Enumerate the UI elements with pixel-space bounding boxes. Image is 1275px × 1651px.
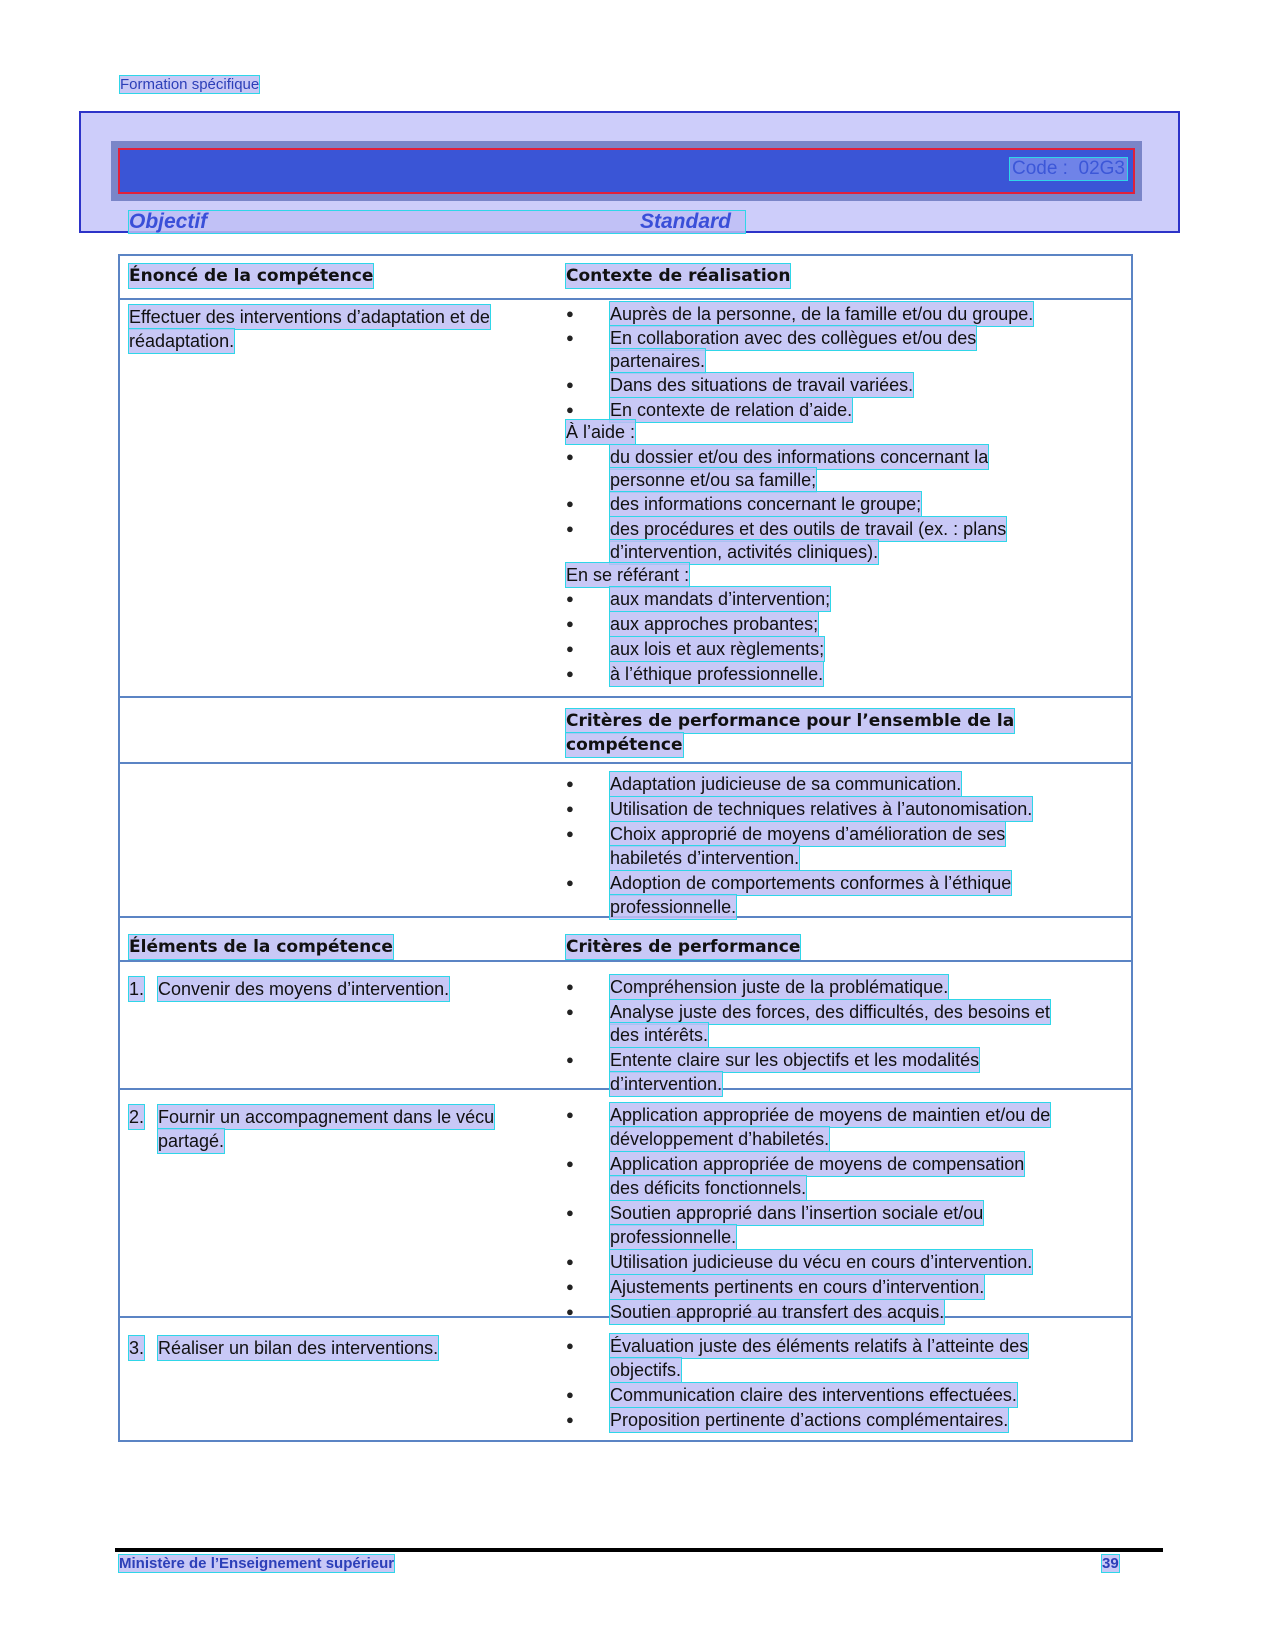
critere-line: Analyse juste des forces, des difficultés, des besoins et	[610, 1002, 1050, 1022]
row-divider	[120, 960, 1131, 962]
bullet-icon: ●	[566, 521, 574, 536]
contexte-line: du dossier et/ou des informations concernant la	[610, 447, 989, 467]
bullet-icon: ●	[566, 330, 574, 345]
enonce-text: réadaptation.	[129, 331, 235, 351]
bullet-icon: ●	[566, 979, 574, 994]
contexte-line: aux mandats d’intervention;	[610, 589, 831, 609]
footer-ministry: Ministère de l’Enseignement supérieur	[119, 1555, 395, 1572]
code-label-text: Code :	[1011, 158, 1068, 179]
contexte-line: Dans des situations de travail variées.	[610, 375, 914, 395]
enonce-text: Effectuer des interventions d’adaptation et de	[129, 307, 490, 327]
contexte-line: En collaboration avec des collègues et/ou des	[610, 328, 977, 348]
contexte-line: personne et/ou sa famille;	[610, 470, 817, 490]
critere-line: des intérêts.	[610, 1025, 709, 1045]
critere-line: Évaluation juste des éléments relatifs à l’atteinte des	[610, 1336, 1029, 1356]
element-text: Réaliser un bilan des interventions.	[158, 1338, 439, 1358]
contexte-line: à l’éthique professionnelle.	[610, 664, 824, 684]
row-divider	[120, 762, 1131, 764]
bullet-icon: ●	[566, 402, 574, 417]
objectif-heading: Objectif	[129, 211, 745, 233]
code-value: 02G3	[1078, 158, 1125, 179]
critere-line: Communication claire des interventions effectuées.	[610, 1385, 1017, 1405]
bullet-icon: ●	[566, 377, 574, 392]
critere-line: Application appropriée de moyens de compensation	[610, 1154, 1025, 1174]
critere-line: Utilisation judicieuse du vécu en cours d’intervention.	[610, 1252, 1033, 1272]
critere-line: Ajustements pertinents en cours d’intervention.	[610, 1277, 985, 1297]
bullet-icon: ●	[566, 1279, 574, 1294]
elements-heading: Éléments de la compétence	[129, 937, 393, 957]
bullet-icon: ●	[566, 1387, 574, 1402]
bullet-icon: ●	[566, 776, 574, 791]
critere-line: professionnelle.	[610, 897, 737, 917]
bullet-icon: ●	[566, 449, 574, 464]
bullet-icon: ●	[566, 591, 574, 606]
critere-line: Adoption de comportements conformes à l’éthique	[610, 873, 1012, 893]
contexte-line: des informations concernant le groupe;	[610, 494, 922, 514]
contexte-line: En contexte de relation d’aide.	[610, 400, 853, 420]
contexte-heading: Contexte de réalisation	[566, 266, 791, 286]
critere-line: développement d’habiletés.	[610, 1129, 830, 1149]
bullet-icon: ●	[566, 666, 574, 681]
critere-line: Application appropriée de moyens de maintien et/ou de	[610, 1105, 1051, 1125]
contexte-line: partenaires.	[610, 351, 706, 371]
bullet-icon: ●	[566, 616, 574, 631]
contexte-line: des procédures et des outils de travail (ex. : plans	[610, 519, 1007, 539]
critere-line: Choix approprié de moyens d’amélioration de ses	[610, 824, 1006, 844]
row-divider	[120, 298, 1131, 300]
contexte-line: En se référant :	[566, 565, 690, 585]
bullet-icon: ●	[566, 1338, 574, 1353]
contexte-line: aux approches probantes;	[610, 614, 819, 634]
contexte-line: Auprès de la personne, de la famille et/ou du groupe.	[610, 304, 1034, 324]
criteres-ensemble-heading: Critères de performance pour l’ensemble de la	[566, 711, 1015, 731]
bullet-icon: ●	[566, 306, 574, 321]
criteres-heading: Critères de performance	[566, 937, 801, 957]
critere-line: Proposition pertinente d’actions complémentaires.	[610, 1410, 1009, 1430]
bullet-icon: ●	[566, 641, 574, 656]
section-label: Formation spécifique	[120, 76, 260, 93]
element-text: partagé.	[158, 1131, 225, 1151]
bullet-icon: ●	[566, 1052, 574, 1067]
bullet-icon: ●	[566, 496, 574, 511]
critere-line: d’intervention.	[610, 1074, 723, 1094]
critere-line: objectifs.	[610, 1360, 682, 1380]
element-number: 1.	[129, 979, 145, 999]
critere-line: professionnelle.	[610, 1227, 737, 1247]
code-bar	[118, 148, 1135, 194]
bullet-icon: ●	[566, 1205, 574, 1220]
critere-line: Adaptation judicieuse de sa communication.	[610, 774, 962, 794]
bullet-icon: ●	[566, 801, 574, 816]
element-number: 2.	[129, 1107, 145, 1127]
element-text: Fournir un accompagnement dans le vécu	[158, 1107, 495, 1127]
critere-line: Soutien approprié au transfert des acquis.	[610, 1302, 945, 1322]
contexte-line: À l’aide :	[566, 422, 636, 442]
critere-line: habiletés d’intervention.	[610, 848, 800, 868]
element-number: 3.	[129, 1338, 145, 1358]
code-label	[1010, 158, 1127, 180]
element-text: Convenir des moyens d’intervention.	[158, 979, 450, 999]
bullet-icon: ●	[566, 1254, 574, 1269]
bullet-icon: ●	[566, 1107, 574, 1122]
enonce-heading: Énoncé de la compétence	[129, 266, 374, 286]
standard-heading: Standard	[640, 210, 732, 233]
row-divider	[120, 696, 1131, 698]
critere-line: des déficits fonctionnels.	[610, 1178, 807, 1198]
critere-line: Utilisation de techniques relatives à l’autonomisation.	[610, 799, 1033, 819]
bullet-icon: ●	[566, 1412, 574, 1427]
contexte-line: aux lois et aux règlements;	[610, 639, 825, 659]
critere-line: Soutien approprié dans l’insertion sociale et/ou	[610, 1203, 984, 1223]
bullet-icon: ●	[566, 875, 574, 890]
criteres-ensemble-heading: compétence	[566, 735, 683, 755]
bullet-icon: ●	[566, 1304, 574, 1319]
contexte-line: d’intervention, activités cliniques).	[610, 542, 879, 562]
critere-line: Compréhension juste de la problématique.	[610, 977, 949, 997]
bullet-icon: ●	[566, 1004, 574, 1019]
page-number: 39	[1102, 1555, 1119, 1572]
bullet-icon: ●	[566, 1156, 574, 1171]
bullet-icon: ●	[566, 826, 574, 841]
footer-rule	[115, 1548, 1163, 1552]
critere-line: Entente claire sur les objectifs et les modalités	[610, 1050, 980, 1070]
